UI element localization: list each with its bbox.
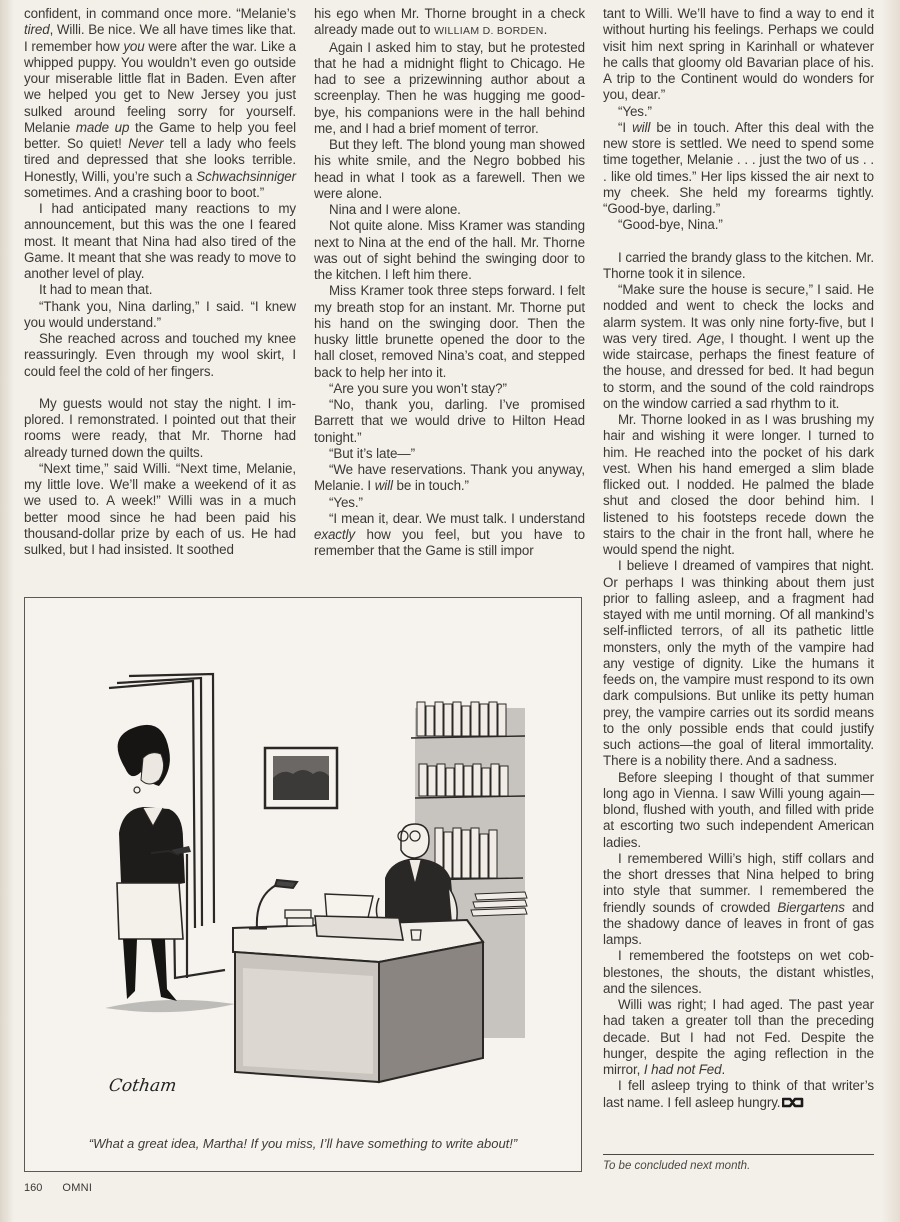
italic-text: will <box>632 119 651 135</box>
paragraph: “Yes.” <box>618 103 652 119</box>
paragraph: Nina and I were alone. <box>329 202 461 217</box>
text-run: “I mean it, dear. We must talk. I understand <box>329 510 585 526</box>
artist-signature: Cotham <box>107 1076 178 1096</box>
paragraph <box>314 511 585 560</box>
page-edge-shadow <box>882 0 900 1222</box>
paragraph <box>314 6 585 40</box>
text-run: I remembered Willi’s high, stiff collars and the short dresses that Nina helped to bring into style that summer. I remembered the friendly sounds of crowded <box>603 850 874 915</box>
text-run: . <box>721 1062 726 1077</box>
paragraph: I had anticipated many reactions to my announcement, but this was the one I feared most. It meant that Nina had also tired of the Game. It meant that she was ready to move to another level of play. <box>24 201 296 281</box>
italic-text: made up <box>75 119 130 135</box>
paragraph <box>603 120 874 218</box>
text-run: how you feel, but you have to remember that the Game is still impor <box>314 527 585 559</box>
italic-text: exactly <box>314 527 355 542</box>
paragraph: “Thank you, Nina darling,” I said. “I knew you would understand.” <box>24 298 296 330</box>
desk-books <box>285 910 313 926</box>
text-column-3 <box>603 6 874 1111</box>
paragraph <box>314 462 585 495</box>
text-run: “Make sure the house is secure,” I said. He nodded and went to check the locks and alarm system. It was only nine forty-five, but I was very tired. <box>603 282 874 346</box>
paragraph: It had to mean that. <box>39 282 153 298</box>
paragraph <box>24 6 296 201</box>
wall-picture <box>265 748 337 808</box>
paragraph: “Good-bye, Nina.” <box>618 217 723 233</box>
paragraph: She reached across and touched my knee reassuringly. Even through my wool skirt, I could feel the cold of her fingers. <box>24 331 296 379</box>
page-gutter-shadow <box>0 0 14 1222</box>
text-run: “I <box>618 119 633 135</box>
cartoon-caption: “What a great idea, Martha! If you miss, I’ll have something to write about!” <box>88 1136 518 1151</box>
text-run: tell a lady who feels tired and depressed that she looks terrible. Honestly, Willi, you’re such a <box>24 136 296 184</box>
paragraph: I carried the brandy glass to the kitchen. Mr. Thorne took it in silence. <box>603 249 874 281</box>
paragraph: tant to Willi. We’ll have to find a way to end it without hurting his feelings. Perhaps we could visit him next spring in Karinhall or whatever he calls that gloomy old Bavarian place of his. A trip to the Continent would do wonders for you, dear.” <box>603 6 874 103</box>
paragraph: Before sleeping I thought of that summer long ago in Vienna. I saw Willi young again—blond, flushed with youth, and filled with pride at escorting two such independent American ladies. <box>603 769 874 850</box>
text-run: Willi was right; I had aged. The past year had taken a greater toll than the preceding decade. But I had not Fed. Despite the hunger, despite the aging reflection in the mirror, <box>603 997 874 1077</box>
italic-text: I had not Fed <box>643 1062 722 1077</box>
italic-text: Schwachsinniger <box>196 168 296 184</box>
paragraph: My guests would not stay the night. I implored. I remonstrated. I pointed out that their rooms were ready, that Mr. Thorne had already turned down the quilts. <box>24 395 296 460</box>
cartoon-frame <box>24 597 582 1172</box>
paragraph: “But it’s late—” <box>329 445 415 461</box>
text-run: the Game to help you feel better. So quiet! <box>24 119 296 151</box>
paragraph <box>603 1078 874 1111</box>
paragraph: Not quite alone. Miss Kramer was standing next to Nina at the end of the hall. Mr. Thorne was out of sight behind the swinging door to the kitchen. I left him there. <box>314 218 585 282</box>
publication-name: OMNI <box>62 1182 93 1194</box>
woman-figure <box>105 725 235 1012</box>
text-run: were after the war. Like a whipped puppy. You wouldn’t even go outside your miserable little flat in Baden. Even after we helped you get to New Jersey you just sulked around feeling sorry for yourself. Melanie <box>24 38 296 135</box>
text-run: and the shadowy dance of leaves in front of gas lamps. <box>603 899 874 947</box>
text-column-2 <box>314 6 585 560</box>
text-run: be in touch. After this deal with the new store is settled. We need to spend some time together, Melanie . . . just the two of us . . . like old times.” Her lips kissed the air next to my cheek. She held my forearms tightly. “Good-bye, darling.” <box>603 119 874 216</box>
paragraph: I remembered the footsteps on wet cobblestones, the shouts, the distant whistles, and the silences. <box>603 948 874 996</box>
italic-text: Biergartens <box>777 899 845 915</box>
text-run: be in touch.” <box>392 478 469 494</box>
page-footer <box>24 1182 92 1194</box>
text-run: confident, in command once more. “Melanie’s <box>24 6 296 21</box>
small-caps-name: WILLIAM D. BORDEN <box>434 25 544 38</box>
paragraph: “Are you sure you won’t stay?” <box>329 380 507 396</box>
text-run: , Willi. Be nice. We all have times like that. I remember how <box>24 22 296 54</box>
paragraph: Mr. Thorne looked in as I was brushing my hair and wishing it were longer. I turned to him. He reached into the pocket of his dark vest. When his hand emerged a slim blade flicked out. I nodded. He palmed the blade shut and closed the door behind him. I listened to his footsteps recede down the stairs to the chair in the front hall, where he would spend the night. <box>603 412 874 557</box>
paragraph: I believe I dreamed of vampires that night. Or perhaps I was thinking about them just prior to falling asleep, and a fragment had stayed with me until morning. Of all mankind’s self-inflicted terrors, of all its pathetic little monsters, only the myth of the vampire had any vestige of dignity. Like the humans it feeds on, the vampire must respond to its own dark compulsions. But unlike its petty human prey, the vampire carries out its sordid means to the only possible ends that could justify such actions—the goal of literal immortality. There is a nobility there. And a sadness. <box>603 558 874 769</box>
paragraph: “No, thank you, darling. I’ve promised Barrett that we would drive to Hilton Head tonight.” <box>314 397 585 445</box>
paragraph: Again I asked him to stay, but he protested that he had a midnight flight to Chicago. He had to see a prizewinning author about a screenplay. Then he was hugging me good-bye, his companions were in the hall behind me, and I had a brief moment of terror. <box>314 39 585 136</box>
italic-text: Age <box>697 330 721 346</box>
paragraph <box>603 997 874 1078</box>
desk <box>233 920 483 1082</box>
italic-text: tired <box>24 22 50 38</box>
coffee-cup <box>411 930 421 940</box>
text-run: “We have reservations. Thank you anyway, Melanie. I <box>314 462 585 494</box>
text-run: . <box>543 22 548 38</box>
end-mark-icon <box>782 1097 804 1108</box>
paragraph: “Yes.” <box>329 494 363 510</box>
paragraph <box>603 282 874 412</box>
paragraph: But they left. The blond young man showed his white smile, and the Negro bobbed his head in what I took as a farewell. Then we were alone. <box>314 137 585 201</box>
italic-text: will <box>374 478 393 494</box>
text-run: , I thought. I went up the wide staircase, perhaps the finest feature of the house, and dressed for bed. It had begun to storm, and the sound of the cold raindrops on the window carried a sad rhythm to it. <box>603 330 874 411</box>
text-run: I fell asleep trying to think of that writer’s last name. I fell asleep hungry. <box>603 1078 874 1110</box>
end-rule <box>603 1154 874 1155</box>
italic-text: Never <box>128 136 164 151</box>
italic-text: you <box>123 38 145 54</box>
page-number: 160 <box>24 1182 43 1194</box>
continuation-note: To be concluded next month. <box>603 1160 751 1172</box>
text-column-1 <box>24 6 296 558</box>
paragraph: Miss Kramer took three steps forward. I felt my breath stop for an instant. Mr. Thorne put his hand on the swinging door. Then the husky little brunette opened the door to the hall closet, removed Nina’s coat, and stepped back to help her into it. <box>314 283 585 380</box>
text-run: his ego when Mr. Thorne brought in a check already made out to <box>314 6 585 38</box>
paragraph <box>603 851 874 949</box>
paragraph: “Next time,” said Willi. “Next time, Melanie, my little love. We’ll make a weekend of it as we used to. A week!” Willi was in a much better mood since he had been paid his thousand-dollar prize by each of us. He had sulked, but I had insisted. It soothed <box>24 460 296 557</box>
text-run: sometimes. And a crashing boor to boot.” <box>24 184 265 200</box>
